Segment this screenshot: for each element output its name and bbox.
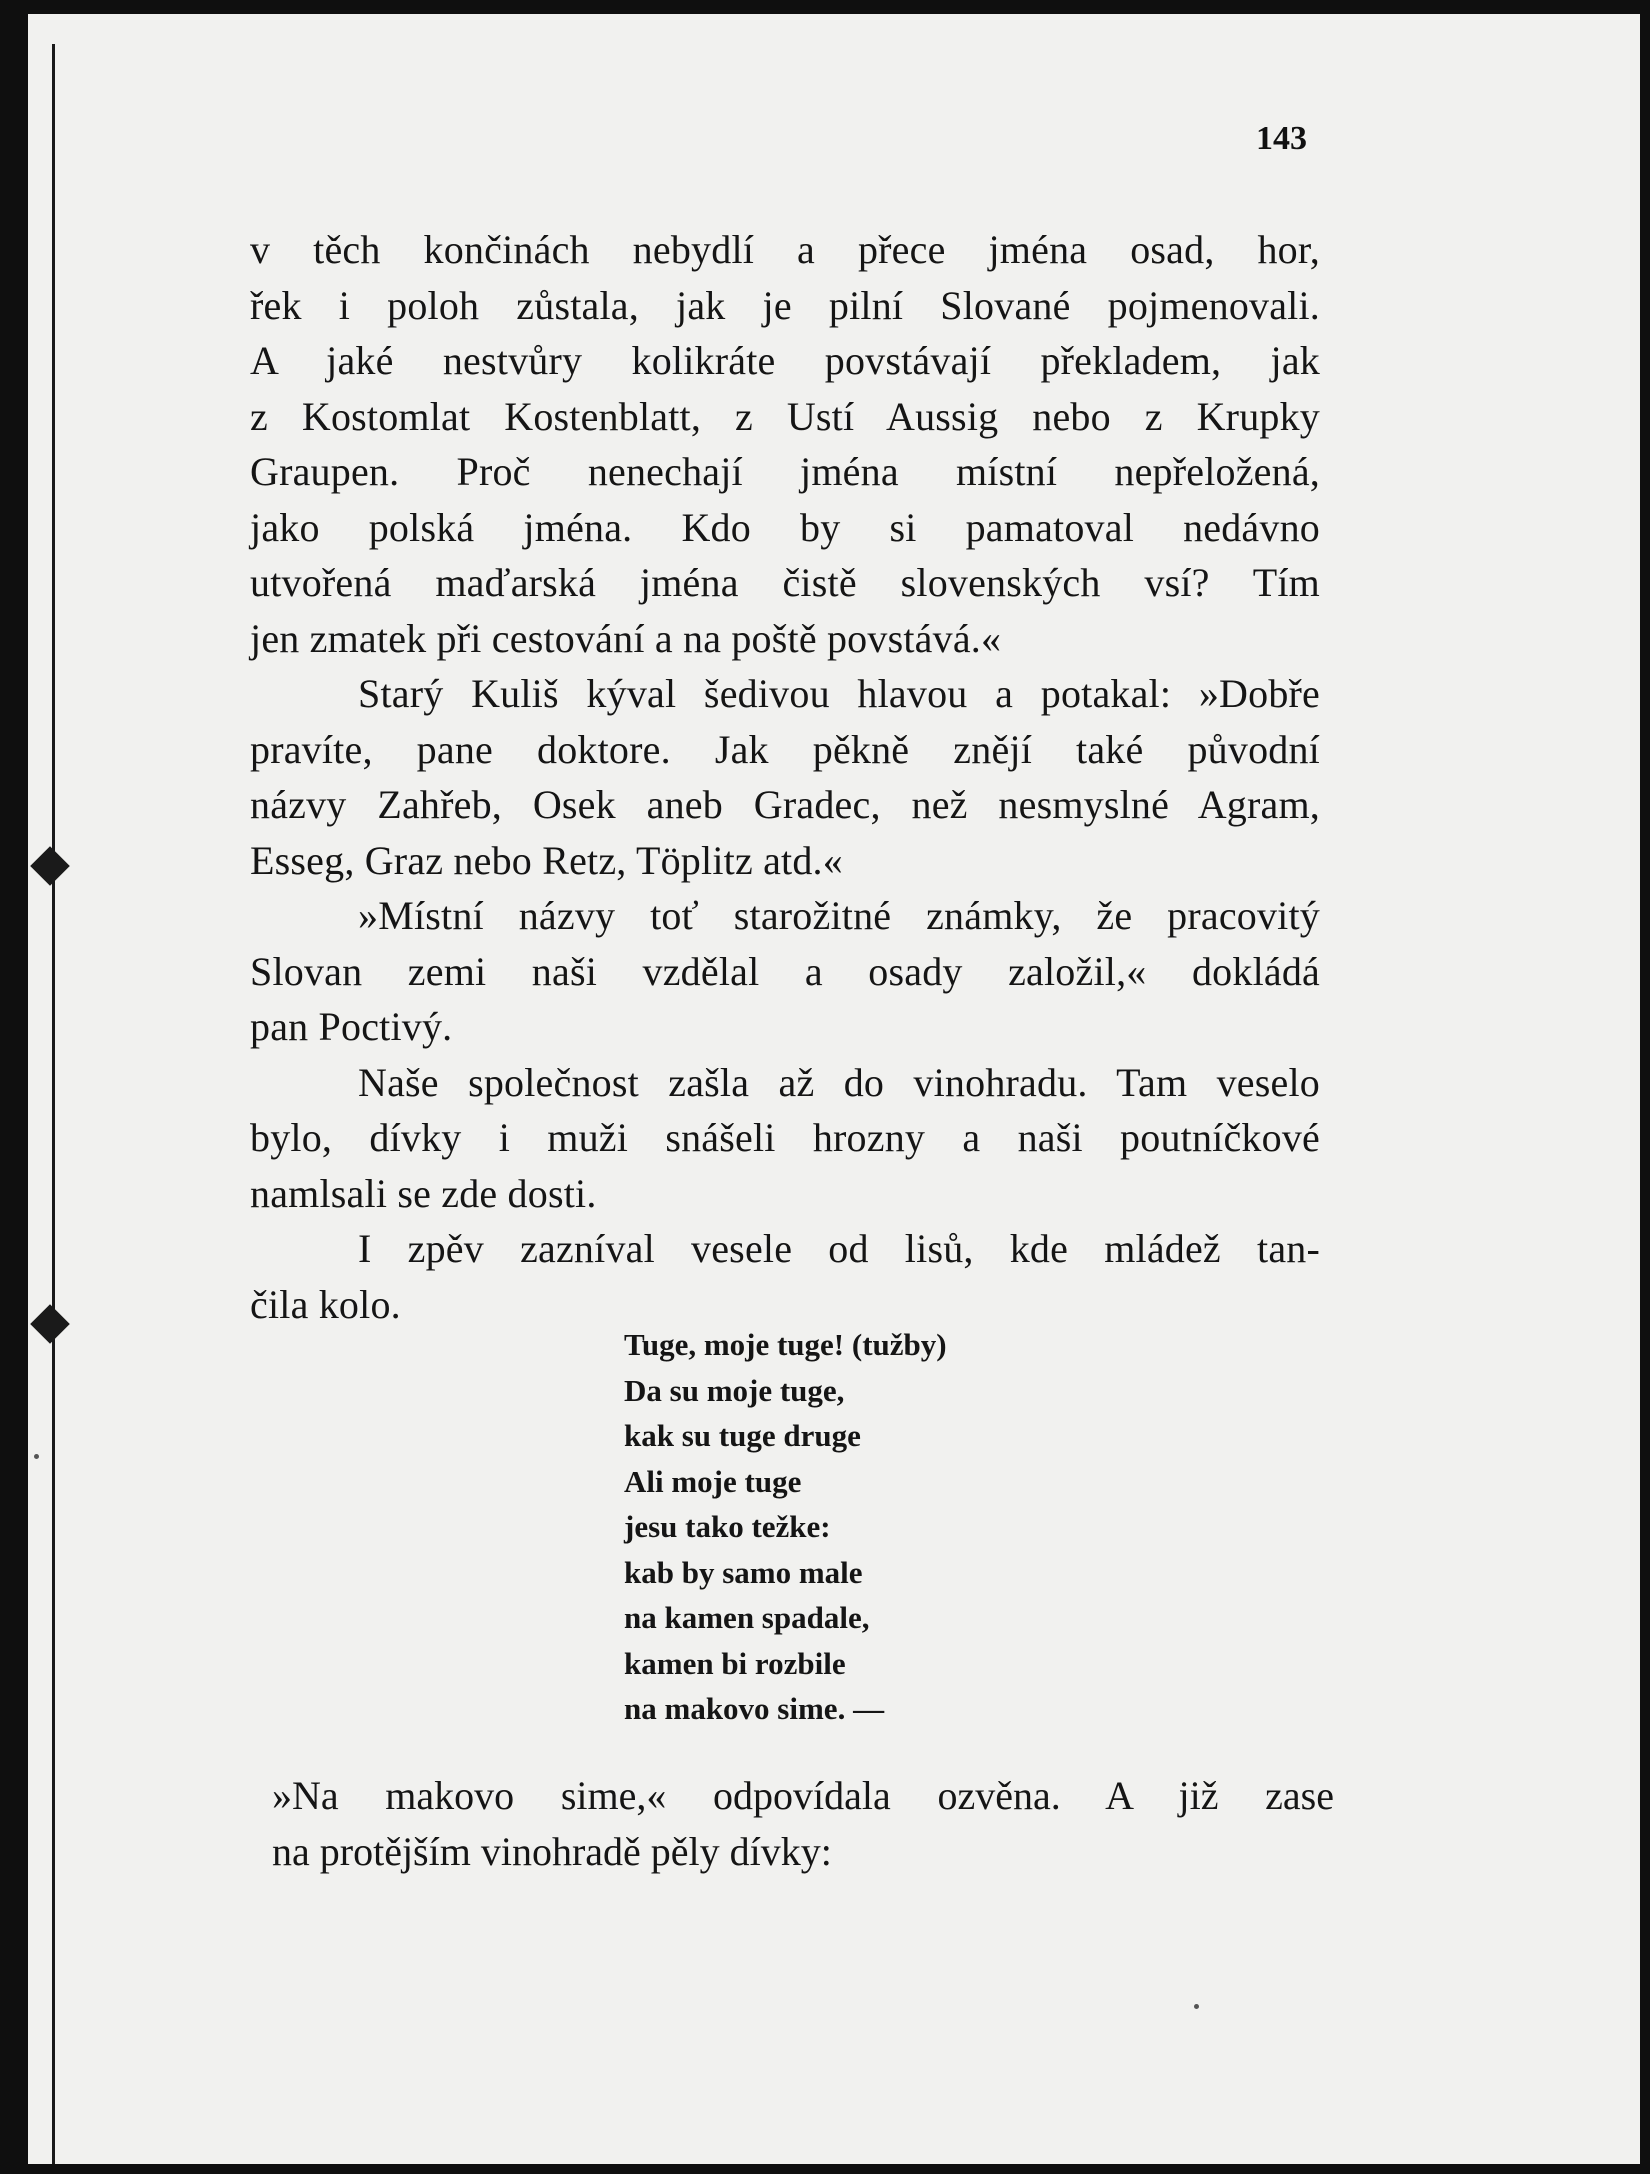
text-line: pan Poctivý. xyxy=(250,1004,453,1049)
margin-dot xyxy=(34,1454,39,1459)
poem-line: jesu tako težke: xyxy=(624,1509,831,1544)
binding-edge xyxy=(52,44,55,2164)
text-line: řek i poloh zůstala, jak je pilní Slované pojmenovali. xyxy=(250,282,1320,328)
text-line: A jaké nestvůry kolikráte povstávají překladem, jak xyxy=(250,338,1320,383)
poem-line: kamen bi rozbile xyxy=(624,1645,846,1681)
body-text xyxy=(250,222,1320,1332)
text-line: Naše společnost zašla až do vinohradu. Tam veselo xyxy=(358,1059,1320,1105)
poem-line: na makovo sime. — xyxy=(624,1691,885,1726)
text-line: »Místní názvy toť starožitné známky, že pracovitý xyxy=(358,893,1320,938)
poem-line: Tuge, moje tuge! (tužby) xyxy=(624,1327,947,1362)
poem-line: kab by samo male xyxy=(624,1554,863,1590)
text-line: Starý Kuliš kýval šedivou hlavou a potakal: »Dobře xyxy=(358,671,1320,716)
poem-line: kak su tuge druge xyxy=(624,1418,861,1453)
text-line: jako polská jména. Kdo by si pamatoval nedávno xyxy=(250,504,1320,550)
text-line: Graupen. Proč nenechají jména místní nepřeložená, xyxy=(250,449,1320,494)
text-line: namlsali se zde dosti. xyxy=(250,1170,597,1216)
closing-paragraph xyxy=(272,1768,1334,1880)
binding-marker-bottom xyxy=(30,1304,70,1344)
text-line: na protějším vinohradě pěly dívky: xyxy=(272,1829,832,1874)
binding-marker-top xyxy=(30,846,70,886)
text-line: I zpěv zazníval vesele od lisů, kde mládež tan- xyxy=(358,1226,1320,1271)
text-line: názvy Zahřeb, Osek aneb Gradec, než nesmyslné Agram, xyxy=(250,782,1320,827)
text-line: Esseg, Graz nebo Retz, Töplitz atd.« xyxy=(250,837,843,883)
poem-line: Da su moje tuge, xyxy=(624,1372,845,1408)
text-line: jen zmatek při cestování a na poště povstává.« xyxy=(250,615,1002,661)
poem-line: na kamen spadale, xyxy=(624,1600,870,1635)
text-line: Slovan zemi naši vzdělal a osady založil,« dokládá xyxy=(250,948,1320,994)
text-line: bylo, dívky i muži snášeli hrozny a naši poutníčkové xyxy=(250,1115,1320,1160)
text-line: »Na makovo sime,« odpovídala ozvěna. A již zase xyxy=(272,1773,1334,1818)
text-line: utvořená maďarská jména čistě slovenských vsí? Tím xyxy=(250,560,1320,605)
text-line: z Kostomlat Kostenblatt, z Ustí Aussig nebo z Krupky xyxy=(250,393,1320,439)
text-line: čila kolo. xyxy=(250,1281,401,1327)
poem-line: Ali moje tuge xyxy=(624,1463,802,1499)
margin-dot xyxy=(1194,2004,1199,2009)
text-line: pravíte, pane doktore. Jak pěkně znějí také původní xyxy=(250,726,1320,772)
poem xyxy=(624,1322,947,1732)
text-line: v těch končinách nebydlí a přece jména osad, hor, xyxy=(250,227,1320,272)
page-number: 143 xyxy=(1256,120,1307,157)
